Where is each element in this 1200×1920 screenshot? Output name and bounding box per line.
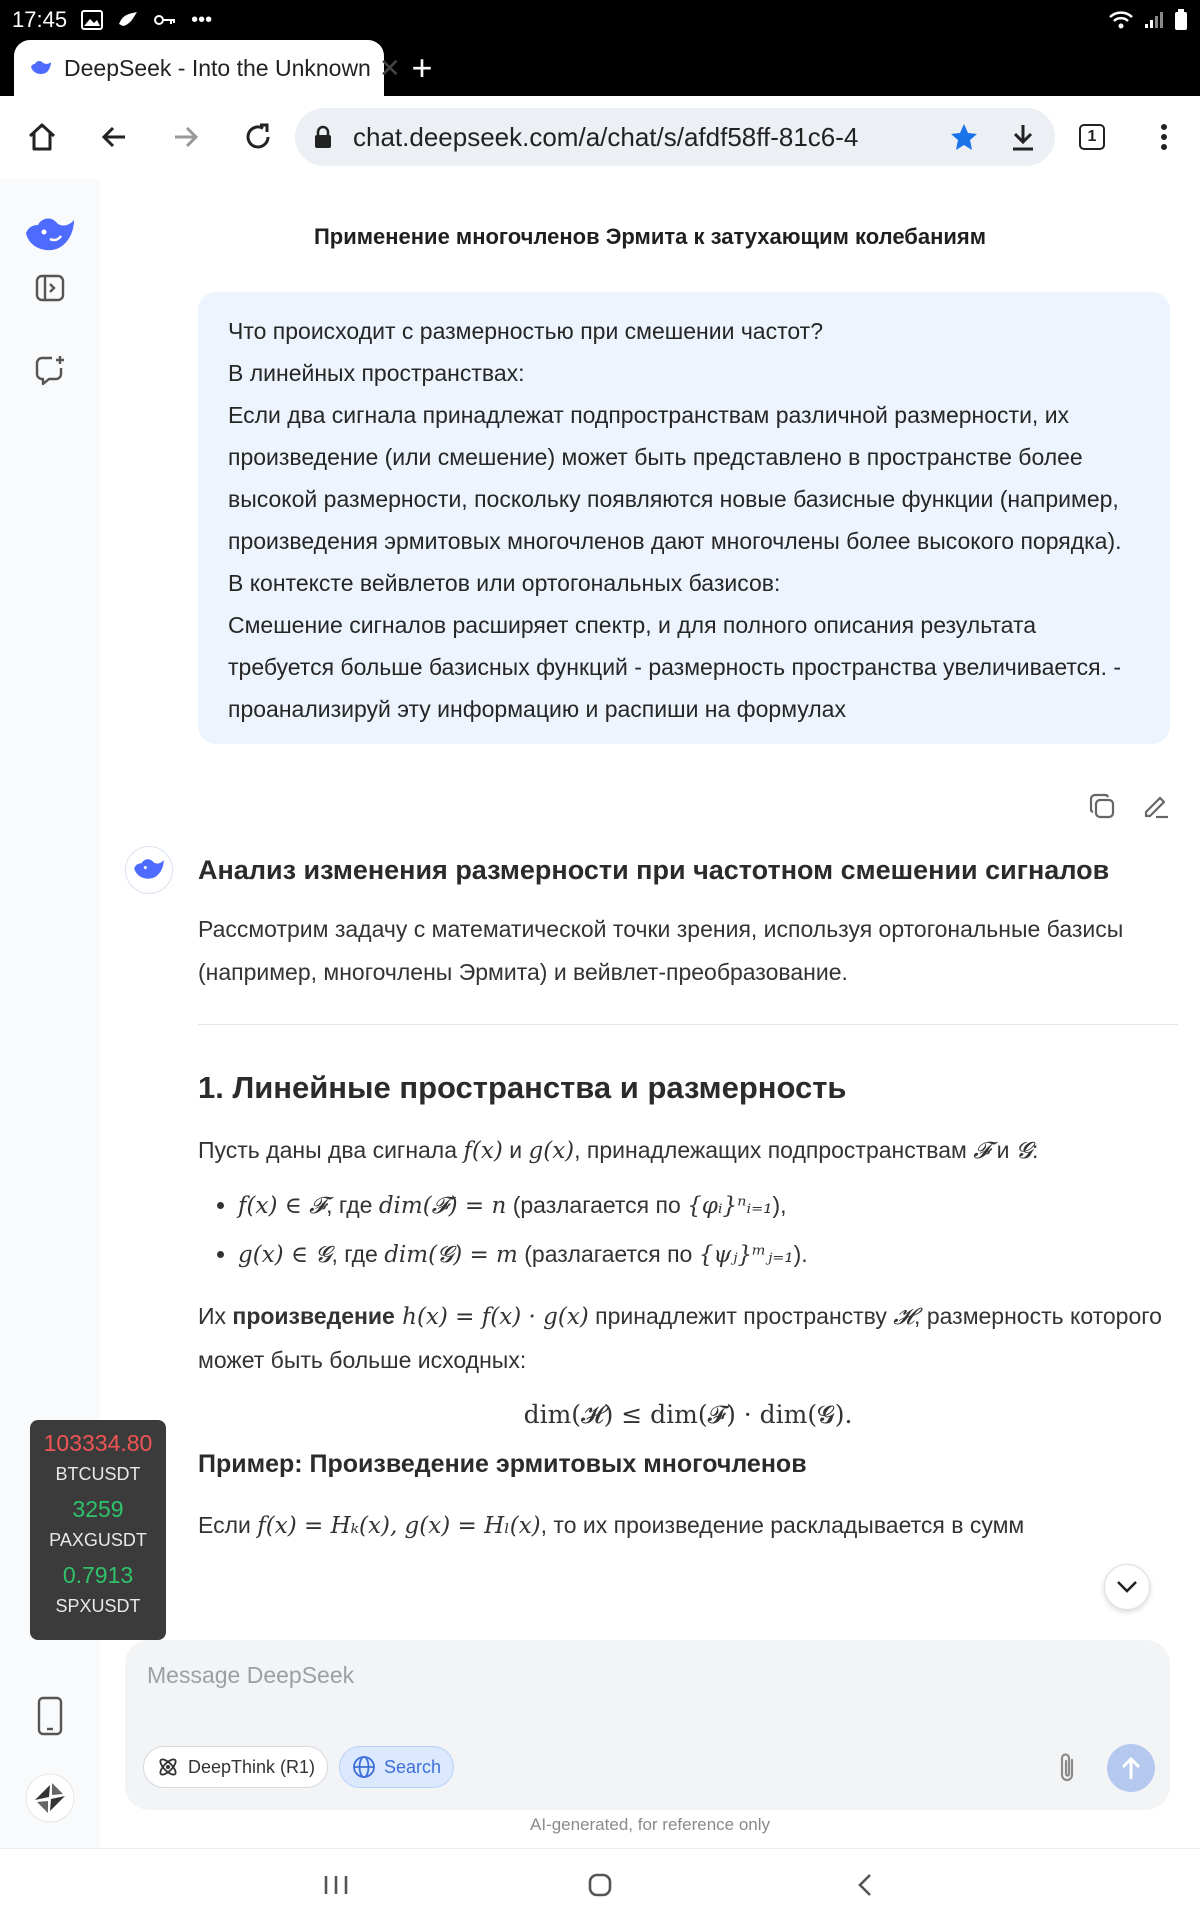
chat-main <box>100 178 1200 1848</box>
math-span: 𝓗 <box>893 1304 915 1330</box>
home-circle-icon <box>587 1872 613 1898</box>
browser-toolbar <box>0 96 1200 178</box>
recents-icon <box>323 1874 349 1896</box>
math-span: {ψⱼ}ᵐⱼ₌₁ <box>698 1242 794 1268</box>
tab-title: DeepSeek - Into the Unknown <box>64 54 371 81</box>
math-span: 𝓖 <box>1015 1138 1033 1164</box>
deepseek-whale-icon <box>24 215 76 257</box>
user-message-line: Если два сигнала принадлежат подпространствам различной размерности, их произведение (или смешение) может быть представлено в пространстве более высокой размерности, поскольку появляются новые базисные функции (например, произведения эрмитовых многочленов дают многочлены более высокого порядка). <box>228 402 1122 554</box>
answer-paragraph <box>198 1129 1178 1173</box>
tab-count: 1 <box>1079 124 1105 150</box>
key-icon <box>153 12 177 28</box>
back-button[interactable] <box>78 101 150 173</box>
math-span: f(x) <box>463 1138 503 1164</box>
text-span: , то их произведение раскладывается в сумм <box>540 1512 1025 1538</box>
math-span: f(x) = Hₖ(x), g(x) = Hₗ(x) <box>257 1513 541 1539</box>
url-text[interactable]: chat.deepseek.com/a/chat/s/afdf58ff-81c6-4 <box>353 121 859 152</box>
ticker-value: 0.7913 <box>62 1562 134 1588</box>
back-nav-button[interactable] <box>835 1859 895 1911</box>
answer-intro: Рассмотрим задачу с математической точки зрения, используя ортогональные базисы (например, многочлены Эрмита) и вейвлет-преобразование. <box>198 916 1124 985</box>
assistant-avatar <box>125 846 173 894</box>
arrow-left-icon <box>99 122 129 152</box>
new-chat-icon <box>34 354 66 386</box>
signal-icon <box>1144 11 1164 29</box>
ticker-symbol: PAXGUSDT <box>49 1530 147 1550</box>
user-message-line: Что происходит с размерностью при смешении частот? <box>228 318 823 344</box>
text-span: , размерность которого может быть больше исходных: <box>198 1303 1162 1373</box>
deepseek-logo[interactable] <box>22 208 78 264</box>
text-span: (разлагается по <box>506 1192 688 1218</box>
user-message <box>198 292 1170 744</box>
user-message-line: Смешение сигналов расширяет спектр, и для полного описания результата требуется больше базисных функций - размерность пространства увеличивается. - проанализируй эту информацию и распиши на формулах <box>228 612 1122 722</box>
text-span: : <box>1032 1137 1039 1163</box>
status-bar <box>0 0 1200 40</box>
message-actions <box>1088 792 1170 820</box>
conversation-title: Применение многочленов Эрмита к затухающим колебаниям <box>313 224 987 249</box>
bird-icon <box>117 10 139 30</box>
user-message-line: В контексте вейвлетов или ортогональных базисов: <box>228 570 781 596</box>
new-chat-button[interactable] <box>22 342 78 398</box>
user-message-line: В линейных пространствах: <box>228 360 525 386</box>
menu-button[interactable] <box>1128 101 1200 173</box>
text-span: и <box>990 1137 1016 1163</box>
address-bar[interactable] <box>295 108 1055 166</box>
search-label: Search <box>384 1756 442 1777</box>
ticker-symbol: SPXUSDT <box>55 1596 141 1616</box>
math-span: g(x) <box>528 1138 575 1164</box>
bookmark-star-icon[interactable] <box>949 122 979 152</box>
bold-span: произведение <box>232 1303 395 1329</box>
reload-button[interactable] <box>222 101 294 173</box>
get-app-button[interactable] <box>22 1688 78 1744</box>
mobile-phone-icon <box>37 1696 63 1736</box>
home-nav-button[interactable] <box>570 1859 630 1911</box>
attach-button[interactable] <box>1045 1746 1089 1790</box>
list-item <box>238 1230 1178 1279</box>
copy-icon[interactable] <box>1088 792 1116 820</box>
lock-icon[interactable] <box>313 125 333 149</box>
chevron-down-icon <box>1116 1580 1138 1594</box>
deepthink-label: DeepThink (R1) <box>188 1756 316 1777</box>
chevron-left-icon <box>856 1872 874 1898</box>
assistant-message <box>198 846 1178 1548</box>
list-item <box>238 1181 1178 1230</box>
toggle-sidebar-button[interactable] <box>22 260 78 316</box>
system-icons <box>1108 9 1188 31</box>
math-span: f(x) ∈ 𝓕 <box>238 1193 327 1219</box>
sidebar-toggle-icon <box>35 273 65 303</box>
math-span: dim(𝓖) = m <box>384 1242 518 1268</box>
arrow-up-icon <box>1120 1755 1142 1781</box>
send-button[interactable] <box>1107 1744 1155 1792</box>
home-button[interactable] <box>6 101 78 173</box>
notification-icons <box>81 9 212 32</box>
message-composer[interactable] <box>125 1640 1170 1810</box>
profile-avatar[interactable] <box>22 1770 78 1826</box>
battery-icon <box>1174 9 1188 31</box>
text-span: ), <box>772 1192 787 1218</box>
reload-icon <box>243 122 273 152</box>
new-tab-button[interactable]: + <box>411 47 433 88</box>
math-span: h(x) = f(x) · g(x) <box>394 1304 589 1330</box>
deepthink-toggle[interactable] <box>143 1746 328 1788</box>
deepseek-favicon <box>30 59 52 77</box>
wifi-icon <box>1108 10 1134 30</box>
paperclip-icon <box>1056 1751 1078 1785</box>
more-notifications-icon: ••• <box>191 8 213 31</box>
crypto-ticker-widget[interactable] <box>30 1420 166 1640</box>
more-vert-icon <box>1160 123 1168 151</box>
answer-paragraph <box>198 1504 1178 1548</box>
message-input[interactable]: Message DeepSeek <box>147 1662 355 1688</box>
text-span: и <box>502 1137 529 1163</box>
image-icon <box>81 10 103 30</box>
subsection-heading: Пример: Произведение эрмитовых многочленов <box>198 1450 807 1478</box>
text-span: принадлежит пространству <box>588 1303 894 1329</box>
text-span: (разлагается по <box>517 1241 699 1267</box>
section-heading: 1. Линейные пространства и размерность <box>198 1070 847 1105</box>
ticker-symbol: BTCUSDT <box>55 1464 141 1484</box>
home-icon <box>26 121 58 153</box>
scroll-to-bottom-button[interactable] <box>1104 1564 1150 1610</box>
arrow-right-icon <box>171 122 201 152</box>
text-span: , принадлежащих подпространствам <box>574 1137 974 1163</box>
ticker-value: 3259 <box>72 1496 124 1522</box>
text-span: , где <box>331 1241 385 1267</box>
globe-icon <box>352 1755 376 1779</box>
status-time: 17:45 <box>12 7 68 32</box>
answer-heading: Анализ изменения размерности при частотном смешении сигналов <box>198 855 1110 885</box>
math-span: 𝓕 <box>973 1138 991 1164</box>
download-icon[interactable] <box>1009 122 1037 152</box>
text-span: Их <box>198 1303 233 1329</box>
text-span: Если <box>198 1512 258 1538</box>
bullet-list <box>198 1181 1178 1279</box>
close-tab-icon[interactable]: ✕ <box>378 52 401 83</box>
system-navigation-bar <box>0 1848 1200 1920</box>
text-span: , где <box>326 1192 379 1218</box>
section-divider <box>198 1024 1178 1025</box>
edit-icon[interactable] <box>1142 792 1170 820</box>
math-span: g(x) ∈ 𝓖 <box>238 1242 332 1268</box>
forward-button[interactable] <box>150 101 222 173</box>
ai-disclaimer: AI-generated, for reference only <box>529 1815 771 1834</box>
math-span: dim(𝓕) = n <box>378 1193 507 1219</box>
ticker-value: 103334.80 <box>43 1430 153 1456</box>
tab-strip <box>0 40 1200 96</box>
math-span: {φᵢ}ⁿᵢ₌₁ <box>687 1193 773 1219</box>
text-span: Пусть даны два сигнала <box>198 1137 464 1163</box>
search-toggle[interactable] <box>339 1746 454 1788</box>
display-formula: dim(𝓗) ≤ dim(𝓕) · dim(𝓖). <box>523 1400 853 1429</box>
recents-button[interactable] <box>306 1859 366 1911</box>
tab-switcher-button[interactable] <box>1056 101 1128 173</box>
deepseek-whale-icon <box>133 857 165 883</box>
answer-paragraph <box>198 1295 1178 1382</box>
browser-tab[interactable] <box>14 40 401 96</box>
text-span: ). <box>793 1241 808 1267</box>
avatar-icon <box>25 1773 75 1823</box>
atom-icon <box>156 1755 180 1779</box>
